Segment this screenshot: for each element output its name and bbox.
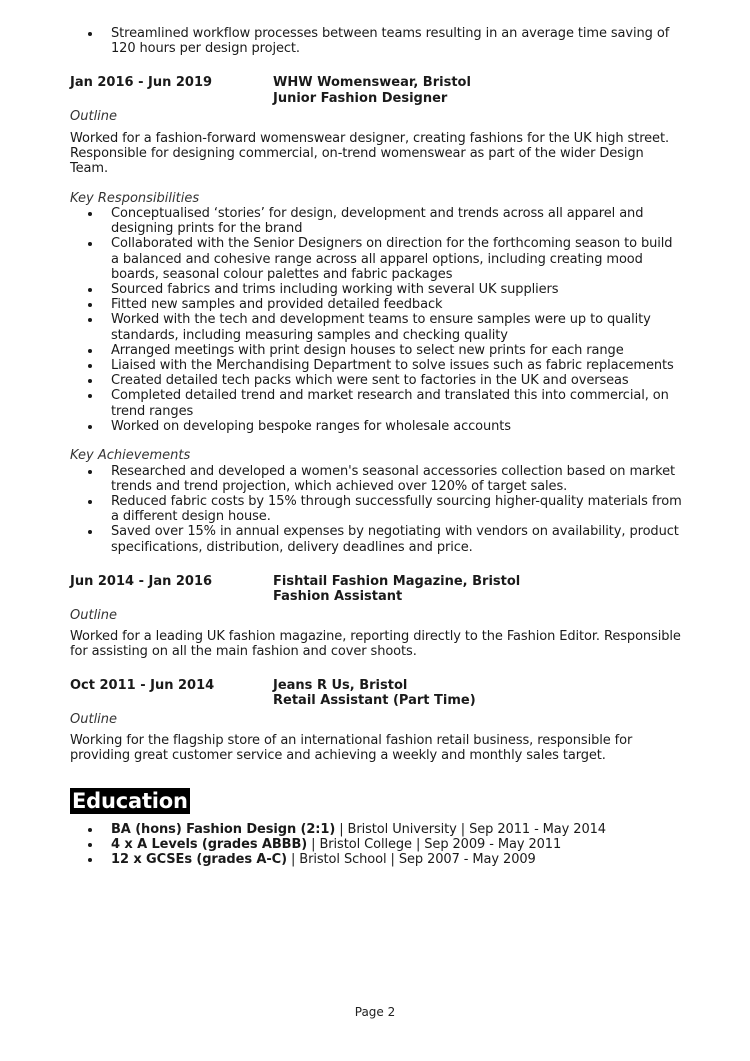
education-item bbox=[70, 852, 682, 867]
list-item: Worked with the tech and development teams to ensure samples were up to quality standards, including measuring samples and checking quality bbox=[70, 312, 682, 342]
education-section bbox=[70, 788, 682, 868]
qualification: 4 x A Levels (grades ABBB) bbox=[111, 836, 308, 852]
education-item bbox=[70, 822, 682, 837]
job-role: Fashion Assistant bbox=[273, 589, 403, 605]
education-item bbox=[70, 837, 682, 852]
education-heading: Education bbox=[72, 788, 188, 813]
job-entry-jeans-r-us bbox=[70, 678, 682, 764]
list-item: Streamlined workflow processes between teams resulting in an average time saving of 120 hours per design project. bbox=[70, 26, 682, 56]
list-item: Fitted new samples and provided detailed feedback bbox=[70, 297, 682, 312]
list-item: Sourced fabrics and trims including working with several UK suppliers bbox=[70, 282, 682, 297]
job-company: Jeans R Us, Bristol bbox=[273, 677, 408, 693]
list-item: Collaborated with the Senior Designers on direction for the forthcoming season to build a balanced and cohesive range across all apparel options, including creating mood boards, seasonal colour palettes and fabric packages bbox=[70, 236, 682, 282]
resume-page-2 bbox=[70, 26, 682, 867]
responsibilities-list bbox=[70, 206, 682, 434]
job-dates: Jan 2016 - Jun 2019 bbox=[70, 75, 213, 91]
job-role: Junior Fashion Designer bbox=[273, 90, 448, 106]
job-company: Fishtail Fashion Magazine, Bristol bbox=[273, 573, 521, 589]
achievements-list bbox=[70, 464, 682, 555]
outline-label: Outline bbox=[70, 607, 118, 623]
list-item: Liaised with the Merchandising Department to solve issues such as fabric replacements bbox=[70, 358, 682, 373]
qualification-details: | Bristol University | Sep 2011 - May 2014 bbox=[335, 821, 606, 837]
achievements-label: Key Achievements bbox=[70, 448, 191, 464]
qualification-details: | Bristol School | Sep 2007 - May 2009 bbox=[286, 852, 536, 867]
job-company-role bbox=[273, 678, 476, 709]
outline-label: Outline bbox=[70, 711, 118, 727]
job-header bbox=[70, 574, 682, 605]
list-item: Conceptualised ‘stories’ for design, development and trends across all apparel and designing prints for the brand bbox=[70, 206, 682, 236]
job-outline: Worked for a fashion-forward womenswear designer, creating fashions for the UK high street. Responsible for designing commercial, on-trend womenswear as part of the wider Design Team. bbox=[70, 130, 669, 177]
job-header bbox=[70, 75, 682, 106]
list-item: Researched and developed a women's seasonal accessories collection based on market trends and trend projection, which achieved over 120% of target sales. bbox=[70, 464, 682, 494]
outline-label: Outline bbox=[70, 109, 118, 125]
job-outline: Worked for a leading UK fashion magazine, reporting directly to the Fashion Editor. Responsible for assisting on all the main fashion and cover shoots. bbox=[70, 629, 681, 660]
list-item: Arranged meetings with print design houses to select new prints for each range bbox=[70, 343, 682, 358]
qualification: 12 x GCSEs (grades A-C) bbox=[111, 852, 287, 867]
job-company: WHW Womenswear, Bristol bbox=[273, 75, 471, 91]
qualification-details: | Bristol College | Sep 2009 - May 2011 bbox=[307, 836, 562, 852]
page-number: Page 2 bbox=[354, 1005, 396, 1019]
list-item: Saved over 15% in annual expenses by negotiating with vendors on availability, product specifications, distribution, delivery deadlines and price. bbox=[70, 524, 682, 554]
list-item: Completed detailed trend and market research and translated this into commercial, on trend ranges bbox=[70, 388, 682, 418]
list-item: Reduced fabric costs by 15% through successfully sourcing higher-quality materials from a different design house. bbox=[70, 494, 682, 524]
responsibilities-label: Key Responsibilities bbox=[70, 190, 200, 206]
job-header bbox=[70, 678, 682, 709]
education-list bbox=[70, 822, 682, 868]
job-role: Retail Assistant (Part Time) bbox=[273, 693, 476, 709]
job-outline: Working for the flagship store of an international fashion retail business, responsible for providing great customer service and achieving a weekly and monthly sales target. bbox=[70, 733, 633, 764]
list-item: Worked on developing bespoke ranges for wholesale accounts bbox=[70, 419, 682, 434]
job-dates: Oct 2011 - Jun 2014 bbox=[70, 677, 215, 693]
previous-job-bullets bbox=[70, 26, 682, 56]
qualification: BA (hons) Fashion Design (2:1) bbox=[111, 821, 336, 837]
job-entry-fishtail bbox=[70, 574, 682, 660]
job-company-role bbox=[273, 75, 471, 106]
job-dates: Jun 2014 - Jan 2016 bbox=[70, 573, 213, 589]
list-item: Created detailed tech packs which were sent to factories in the UK and overseas bbox=[70, 373, 682, 388]
job-entry-whw bbox=[70, 75, 682, 554]
job-company-role bbox=[273, 574, 520, 605]
